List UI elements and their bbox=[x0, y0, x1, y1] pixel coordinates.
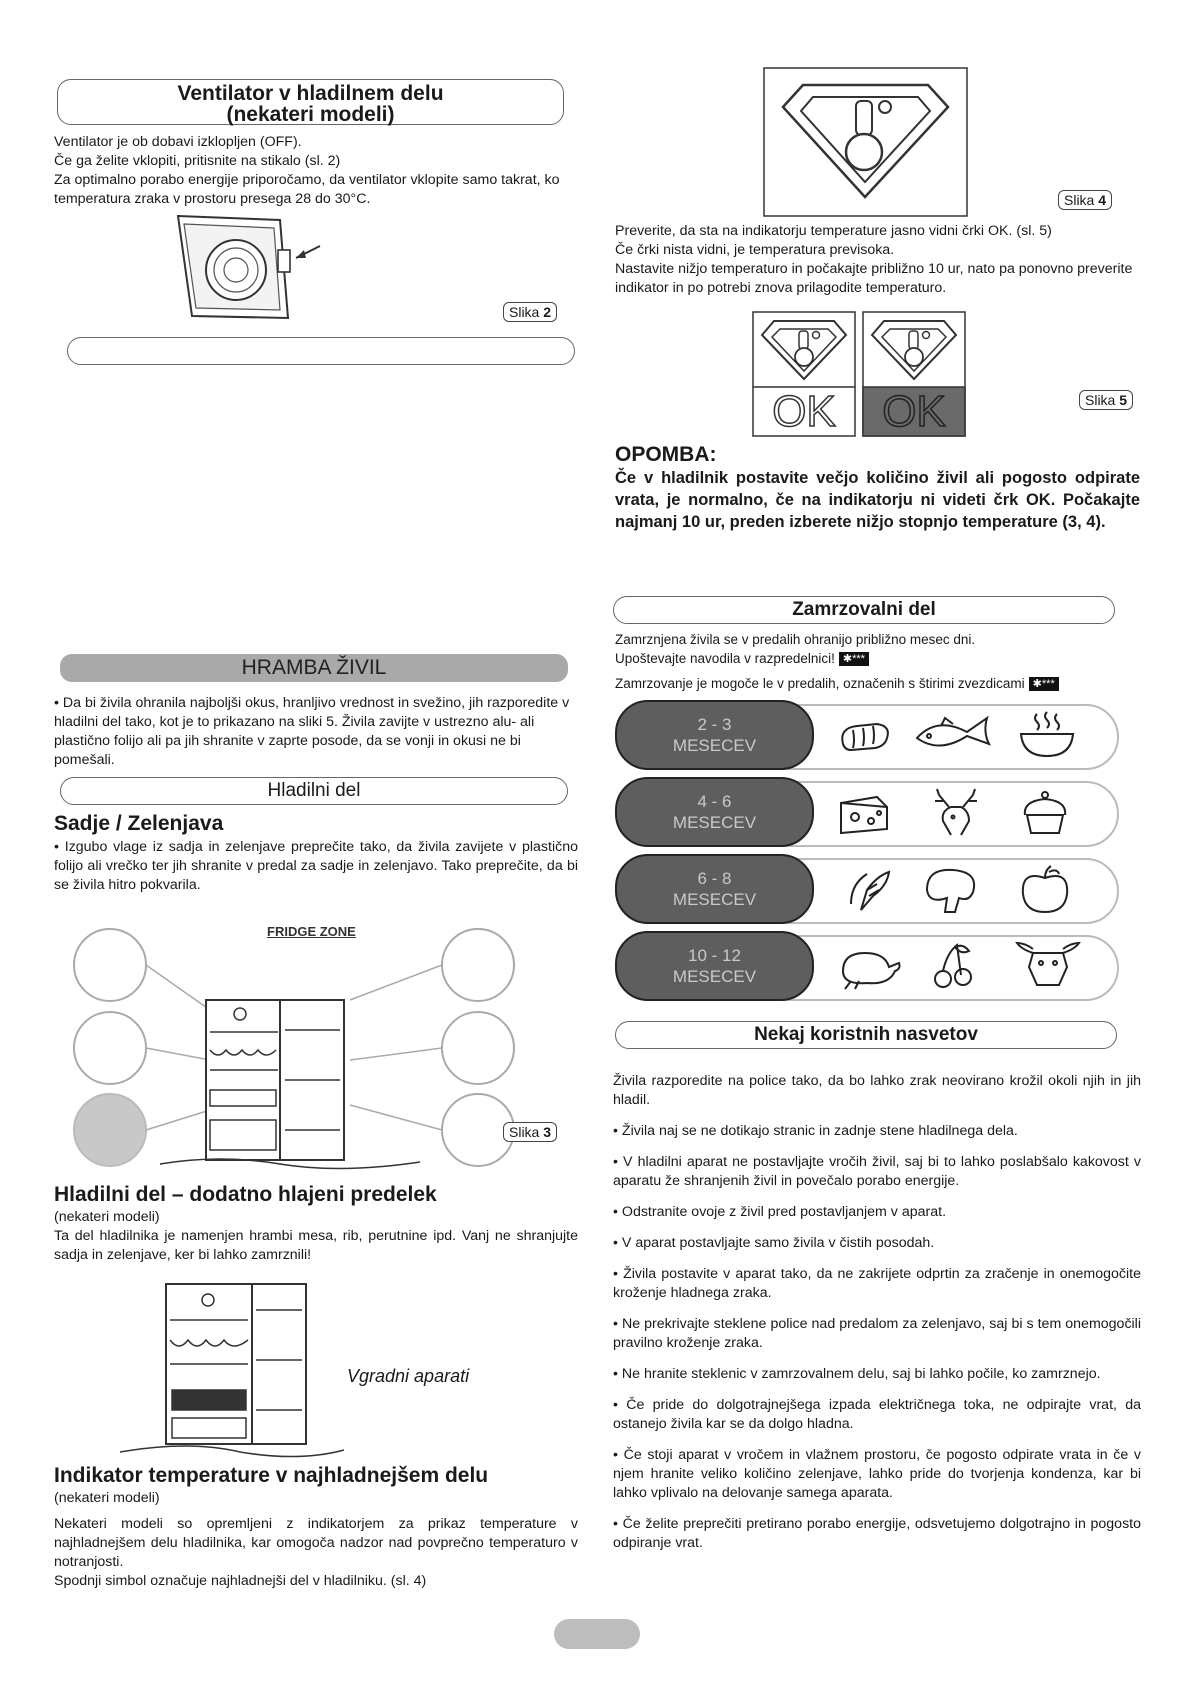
apple-icon bbox=[1015, 864, 1075, 914]
fan-illustration bbox=[170, 210, 330, 330]
tip-item: • Če želite preprečiti pretirano porabo energije, odsvetujemo dolgotrajno in pogosto odpiranje vrat. bbox=[613, 1516, 1141, 1551]
fan-text bbox=[54, 133, 564, 209]
tip-item: • V aparat postavljajte samo živila v čistih posodah. bbox=[613, 1235, 935, 1251]
cherries-icon bbox=[925, 941, 981, 991]
freezer-p2: Upoštevajte navodila v razpredelnici! bbox=[615, 651, 835, 666]
storage-row-4 bbox=[615, 931, 1115, 1001]
fig4-label: Slika 4 bbox=[1058, 190, 1112, 210]
fan-title: Ventilator v hladilnem delu bbox=[177, 82, 444, 105]
check-p1: Preverite, da sta na indikatorju temperature jasno vidni črki OK. (sl. 5) bbox=[615, 223, 1052, 239]
fish-icon bbox=[911, 710, 1001, 760]
storage-row-3 bbox=[615, 854, 1115, 924]
storage-row-label: 10 - 12 MESECEV bbox=[615, 931, 814, 1001]
page-number-pill bbox=[554, 1619, 640, 1649]
freezer-p3: Zamrzovanje je mogoče le v predalih, označenih s štirimi zvezdicami bbox=[615, 676, 1025, 691]
freezer-text bbox=[615, 630, 1145, 693]
storage-row-1 bbox=[615, 700, 1115, 770]
fan-p1: Ventilator je ob dobavi izklopljen (OFF). bbox=[54, 134, 302, 150]
fan-title-box bbox=[57, 79, 564, 125]
fruit-text: • Izgubo vlage iz sadja in zelenjave preprečite tako, da živila zavijete v plastično folijo ali vrečko ter jih shranite v predal za sadje in zelenjavo. Tako preprečite, da bi se živila hitro pokvarila. bbox=[54, 839, 578, 893]
builtin-fridge-illustration bbox=[116, 1280, 346, 1460]
poultry-icon bbox=[837, 941, 903, 991]
freezer-p1: Zamrznjena živila se v predalih ohranijo približno mesec dni. bbox=[615, 632, 976, 647]
cow-icon bbox=[1013, 941, 1083, 991]
builtin-caption: Vgradni aparati bbox=[347, 1366, 470, 1386]
fruit-heading: Sadje / Zelenjava bbox=[54, 812, 224, 835]
tip-item: • Ne prekrivajte steklene police nad predalom za zelenjavo, saj bi s tem onemogočili pravilno kroženje zraka. bbox=[613, 1316, 1141, 1351]
storage-row-label: 4 - 6 MESECEV bbox=[615, 777, 814, 847]
fig3-label: Slika 3 bbox=[503, 1122, 557, 1142]
tip-item: • Če pride do dolgotrajnejšega izpada električnega toka, ne odpirajte vrat, da ostanejo živila kar se da dolgo hladna. bbox=[613, 1397, 1141, 1432]
check-p2: Če črki nista vidni, je temperatura previsoka. bbox=[615, 242, 895, 258]
soup-icon bbox=[1015, 710, 1079, 760]
storage-title: HRAMBA ŽIVIL bbox=[241, 656, 387, 679]
fig5-label: Slika 5 bbox=[1079, 390, 1133, 410]
tip-item: • Ne hranite steklenic v zamrzovalnem delu, saj bi lahko počile, ko zamrznejo. bbox=[613, 1366, 1101, 1382]
ok-text-light: OK bbox=[772, 387, 836, 436]
fan-subtitle: (nekateri modeli) bbox=[226, 103, 395, 126]
fan-p3: Za optimalno porabo energije priporočamo, da ventilator vklopite samo takrat, ko temperatura zraka v prostoru presega 28 do 30°C. bbox=[54, 172, 560, 207]
indicator-text2: Spodnji simbol označuje najhladnejši del v hladilniku. (sl. 4) bbox=[54, 1573, 427, 1589]
tips-list bbox=[613, 1072, 1141, 1565]
fridge-zone-label: FRIDGE ZONE bbox=[267, 924, 356, 939]
bread-icon bbox=[837, 710, 893, 760]
storage-row-label: 2 - 3 MESECEV bbox=[615, 700, 814, 770]
cake-icon bbox=[1015, 787, 1075, 837]
storage-title-box bbox=[60, 654, 568, 682]
fridge-title-box bbox=[60, 777, 568, 805]
coldest-zone-symbol bbox=[763, 67, 968, 217]
tip-item: • Če stoji aparat v vročem in vlažnem prostoru, če pogosto odpirate vrata in če v njem hranite veliko količino zelenjave, lahko pride do tvorjenja kondenza, kar bi lahko vplivalo na delovanje samega aparata. bbox=[613, 1447, 1141, 1501]
deer-icon bbox=[921, 787, 991, 837]
four-star-badge: ✱*** bbox=[839, 652, 869, 666]
note-heading: OPOMBA: bbox=[615, 443, 717, 466]
four-star-badge-2: ✱*** bbox=[1029, 677, 1059, 691]
vegetables-icon bbox=[841, 864, 897, 914]
tip-item: • Živila naj se ne dotikajo stranic in zadnje stene hladilnega dela. bbox=[613, 1123, 1018, 1139]
extra-sub: (nekateri modeli) bbox=[54, 1209, 160, 1225]
freezer-title: Zamrzovalni del bbox=[792, 599, 936, 620]
note-text: Če v hladilnik postavite večjo količino živil ali pogosto odpirate vrata, je normalno, če na indikatorju ni videti črk OK. Počakajte najmanj 10 ur, preden izberete nižjo stopnjo temperature (3, 4). bbox=[615, 469, 1140, 531]
ok-text-dark: OK bbox=[882, 387, 946, 436]
cheese-icon bbox=[837, 787, 893, 837]
indicator-text: Nekateri modeli so opremljeni z indikatorjem za prikaz temperature v najhladnejšem delu hladilnika, kar omogoča nadzor nad povprečno temperaturo v notranjosti. bbox=[54, 1516, 578, 1570]
storage-intro: • Da bi živila ohranila najboljši okus, hranljivo vrednost in svežino, jih razporedite v hladilni del tako, kot je to prikazano na sliki 5. Živila zavijte v ustrezno alu- ali plastično folijo ali pa jih shranite v zaprte posode, da se vonji in okusi ne bi pomešali. bbox=[54, 695, 570, 768]
fridge-title: Hladilni del bbox=[267, 780, 361, 801]
tip-item: Živila razporedite na police tako, da bo lahko zrak neovirano krožil okoli njih in jih hladil. bbox=[613, 1073, 1141, 1108]
ok-indicator-figure bbox=[752, 311, 966, 437]
empty-bar bbox=[67, 337, 575, 365]
fig2-label: Slika 2 bbox=[503, 302, 557, 322]
indicator-sub: (nekateri modeli) bbox=[54, 1490, 160, 1506]
storage-row-label: 6 - 8 MESECEV bbox=[615, 854, 814, 924]
fan-p2: Če ga želite vklopiti, pritisnite na stikalo (sl. 2) bbox=[54, 153, 341, 169]
tips-title: Nekaj koristnih nasvetov bbox=[754, 1024, 978, 1045]
extra-text: Ta del hladilnika je namenjen hrambi mesa, rib, perutnine ipd. Vanj ne shranjujte sadja in zelenjave, ker bi lahko zamrznili! bbox=[54, 1228, 578, 1263]
check-text bbox=[615, 222, 1143, 298]
tip-item: • Odstranite ovoje z živil pred postavljanjem v aparat. bbox=[613, 1204, 947, 1220]
check-p3: Nastavite nižjo temperaturo in počakajte približno 10 ur, nato pa ponovno preverite indikator in po potrebi znova prilagodite temperaturo. bbox=[615, 261, 1133, 296]
indicator-heading: Indikator temperature v najhladnejšem delu bbox=[54, 1464, 489, 1487]
tip-item: • Živila postavite v aparat tako, da ne zakrijete odprtin za zračenje in onemogočite kroženje hladnega zraka. bbox=[613, 1266, 1141, 1301]
freezer-title-box bbox=[613, 596, 1115, 624]
tips-title-box bbox=[615, 1021, 1117, 1049]
storage-row-2 bbox=[615, 777, 1115, 847]
tip-item: • V hladilni aparat ne postavljajte vročih živil, saj bi to lahko poslabšalo kakovost v aparatu že shranjenih živil in povečalo porabo energije. bbox=[613, 1154, 1141, 1189]
fridge-zone-illustration bbox=[60, 920, 520, 1170]
extra-heading: Hladilni del – dodatno hlajeni predelek bbox=[54, 1183, 437, 1206]
mushroom-icon bbox=[921, 864, 983, 914]
